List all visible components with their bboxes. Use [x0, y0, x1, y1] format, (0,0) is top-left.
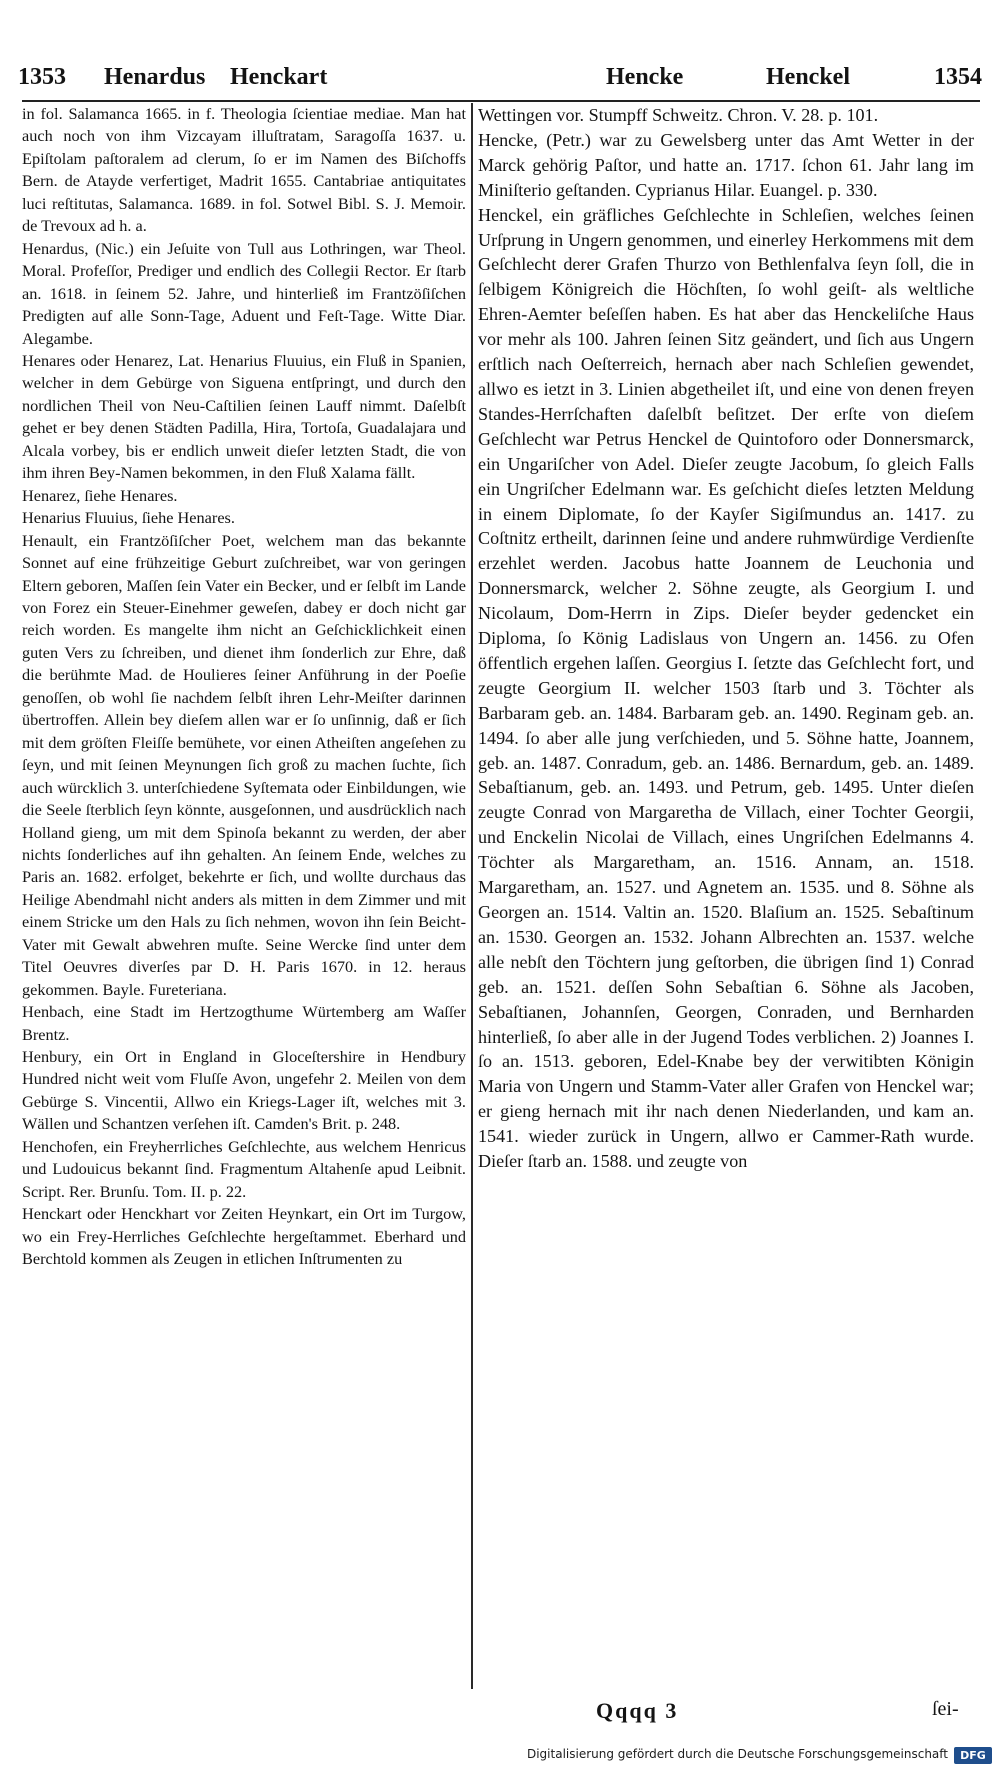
catchword: ſei- [932, 1698, 959, 1720]
entry-henckart-continued: Wettingen vor. Stumpff Schweitz. Chron. V. 28. p. 101. [478, 105, 879, 125]
running-head-left-center: Henckart [230, 64, 328, 90]
entry-henarez: Henarez, ſiehe Henares. [22, 485, 178, 505]
page-header [18, 64, 982, 98]
entry-henares: Henares oder Henarez, Lat. Henarius Fluuius, ein Fluß in Spanien, welcher in dem Gebürge von Siguena entſpringt, und durch den nordlichen Theil von Neu-Caſtilien ſeinen Lauff nimmt. Daſelbſt gehet er bey denen Städten Padilla, Hira, Tortoſa, Guadalajara und Alcala vorbey, bis er endlich unweit dieſer letzten Stadt, die von ihm ihren Bey-Namen bekommen, in den Fluß Xalama fällt. [22, 350, 466, 483]
entry-henarius-fluuius: Henarius Fluuius, ſiehe Henares. [22, 508, 235, 528]
entry-henbach: Henbach, eine Stadt im Hertzogthume Würtemberg am Waſſer Brentz. [22, 1002, 466, 1044]
running-head-right-center: Hencke [606, 64, 684, 90]
dfg-logo-icon: DFG [954, 1747, 992, 1764]
left-column [22, 103, 466, 1689]
entry-henckel: Henckel, ein gräfliches Geſchlechte in Schleſien, welches ſeinen Urſprung in Ungern genommen, und einerley Herkommens mit dem Geſchlecht derer Grafen Thurzo von Bethlenfalva ſeyn ſoll, die in ſelbigem Königreich die Höchſten, ſo wohl geiſt- als weltliche Ehren-Aemter beſeſſen haben. Es hat aber das Henckeliſche Haus vor mehr als 100. Jahren ſeinen Sitz geändert, und ſich aus Ungern erſtlich nach Oeſterreich, hernach aber nach Schleſien gewendet, allwo es ietzt in 3. Linien abgetheilet iſt, und eine von denen freyen Standes-Herrſchaften daſelbſt beſitzet. Der erſte von dieſem Geſchlecht war Petrus Henckel de Quintoforo oder Donnersmarck, ein Ungariſcher von Adel. Dieſer zeugte Jacobum, ſo gleich Falls ein Ungriſcher Edelmann war. Es geſchicht dieſes letzten Meldung in einem Diplomate, ſo der Kayſer Sigiſmundus an. 1417. zu Coſtnitz ertheilt, darinnen ſeine und andere ruhmwürdige Verdienſte erzehlet werden. Jacobus hatte Joannem de Leuchonia und Donnersmarck, welcher 2. Söhne zeugte, als Georgium I. und Nicolaum, Dom-Herrn in Zips. Dieſer beyder gedencket ein Diploma, ſo König Ladislaus von Ungern an. 1456. zu Ofen öffentlich ergehen laſſen. Georgius I. ſetzte das Geſchlecht fort, und zeugte Georgium II. welcher 1503 ſtarb und 3. Töchter als Barbaram geb. an. 1484. Barbaram geb. an. 1490. Reginam geb. an. 1494. ſo aber alle jung verſchieden, und 5. Söhne hatte, Joannem, geb. an. 1487. Conradum, geb. an. 1486. Bernardum, geb. an. 1489. Sebaſtianum, geb. an. 1493. und Petrum, geb. 1495. Unter dieſen zeugte Conrad von Margaretha de Villach, einer Tochter Georgii, und Enckelin Nicolai de Villach, eines Ungriſchen Edelmanns 4. Töchter als Margaretham, an. 1516. Annam, an. 1518. Margaretham, an. 1527. und Agnetem an. 1535. und 8. Söhne als Georgen an. 1514. Valtin an. 1520. Blaſium an. 1525. Sebaſtinum an. 1530. Georgen an. 1532. Johann Albrechten an. 1537. welche alle nebſt den Töchtern jung geſtorben, die übrigen ſind 1) Conrad geb. an. 1521. deſſen Sohn Sebaſtian 6. Söhne als Jacoben, Sebaſtianen, Johannſen, Georgen, Conraden, und Bernharden hinterließ, ſo aber alle in der Jugend Todes verblichen. 2) Joannes I. ſo an. 1513. geboren, Edel-Knabe bey der verwitibten Königin Maria von Ungern und Stamm-Vater aller Grafen von Henckel war; er gieng hernach mit ihr nach denen Niederlanden, und kam an. 1541. wieder zurück in Ungern, allwo er Cammer-Rath wurde. Dieſer ſtarb an. 1588. und zeugte von [478, 204, 974, 1172]
entry-henbury: Henbury, ein Ort in England in Gloceſtershire in Hendbury Hundred nicht weit vom Fluſſe Avon, ungefehr 2. Meilen von dem Gebürge S. Vincentii, Allwo ein Kriegs-Lager iſt, welches mit 3. Wällen und Schantzen verſehen iſt. Camden's Brit. p. 248. [22, 1047, 466, 1134]
footer-credit-text: Digitalisierung gefördert durch die Deutsche Forschungsgemeinschaft [526, 1747, 948, 1761]
page-number-left: 1353 [18, 64, 66, 90]
digitization-footer [0, 1746, 1000, 1769]
right-column [478, 103, 974, 1689]
signature-mark: Qqqq 3 [596, 1698, 679, 1723]
entry-henault: Henault, ein Frantzöſiſcher Poet, welchem man das bekannte Sonnet auf eine frühzeitige Geburt zuſchreibet, war von geringen Eltern geboren, Maſſen ſein Vater ein Becker, und er ſelbſt im Lande von Forez ein Steuer-Einehmer geweſen, dabey er doch nicht gar reich worden. Es mangelte ihm nicht an Geſchicklichkeit einen guten Vers zu ſchreiben, und dienet ihm ſonderlich zur Ehre, daß die berühmte Mad. de Houlieres ſeiner Anführung in der Poeſie genoſſen, ob wohl ſie nachdem ſelbſt ihren Lehr-Meiſter darinnen übertroffen. Allein bey dieſem allen war er ſo unſinnig, daß er ſich mit dem gröſten Fleiſſe bemühete, vor einen Atheiſten angeſehen zu ſeyn, und mit ſeinen Meynungen ſich groß zu machen ſuchte, ſich auch würcklich 3. unterſchiedene Syſtemata oder Einbildungen, wie die Seele ſterblich ſeyn könnte, ausgeſonnen, und ausdrücklich nach Holland gieng, um mit dem Spinoſa bekannt zu werden, der aber nichts ſonderliches auf ihn gehalten. An ſeinem Ende, welches zu Paris an. 1682. erfolget, bekehrte er ſich, und wollte durchaus das Heilige Abendmahl nicht anders als mitten in dem Zimmer und mit einem Stricke um den Hals zu ſich nehmen, wovon ihn ſein Beicht-Vater mit Gewalt abwehren muſte. Seine Wercke ſind unter dem Titel Oeuvres diverſes par D. H. Paris 1670. in 12. heraus gekommen. Bayle. Fureteriana. [22, 530, 466, 999]
entry-hencke: Hencke, (Petr.) war zu Gewelsberg unter das Amt Wetter in der Marck gehörig Paſtor, und hatte an. 1717. ſchon 61. Jahr lang im Miniſterio geſtanden. Cyprianus Hilar. Euangel. p. 330. [478, 129, 974, 200]
page-number-right: 1354 [934, 64, 982, 90]
column-divider [471, 103, 473, 1689]
running-head-left: Henardus [104, 64, 206, 90]
entry-henckart: Henckart oder Henckhart vor Zeiten Heynkart, ein Ort im Turgow, wo ein Frey-Herrliches Geſchlechte hergeſtammet. Eberhard und Berchtold kommen als Zeugen in etlichen Inſtrumenten zu [22, 1204, 466, 1269]
entry-henardus-continued: in fol. Salamanca 1665. in f. Theologia ſcientiae mediae. Man hat auch noch von ihm Vizcayam illuſtratam, Saragoſſa 1637. u. Epiſtolam paſtoralem ad clerum, ſo er im Namen des Biſchoffs Bern. de Atayde verfertiget, Madrit 1655. Cantabriae antiquitates luci reſtitutas, Salamanca. 1689. in fol. Sotwel Bibl. S. J. Memoir. de Trevoux ad h. a. [22, 104, 466, 236]
entry-henchofen: Henchofen, ein Freyherrliches Geſchlechte, aus welchem Henricus und Ludouicus bekannt ſind. Fragmentum Altahenſe apud Leibnit. Script. Rer. Brunſu. Tom. II. p. 22. [22, 1136, 466, 1201]
running-head-right: Henckel [766, 64, 850, 90]
header-rule [22, 100, 980, 102]
entry-henardus-nic: Henardus, (Nic.) ein Jeſuite von Tull aus Lothringen, war Theol. Moral. Profeſſor, Prediger und endlich des Collegii Rector. Er ſtarb an. 1618. in ſeinem 52. Jahre, und hinterließ im Frantzöſiſchen Predigten auf alle Sonn-Tage, Aduent und Feſt-Tage. Witte Diar. Alegambe. [22, 238, 466, 348]
